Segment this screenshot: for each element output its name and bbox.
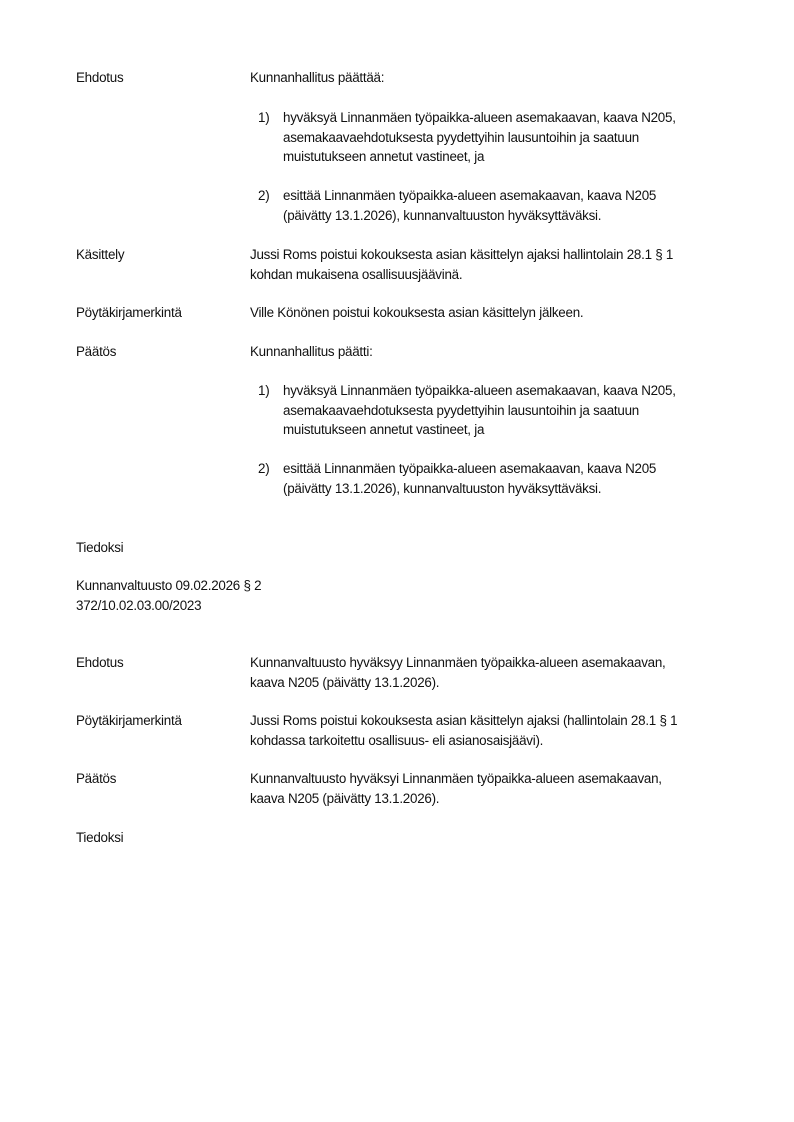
- list-item-line: muistutukseen annetut vastineet, ja: [283, 149, 485, 164]
- list-item-line: esittää Linnanmäen työpaikka-alueen asemakaavan, kaava N205: [283, 188, 657, 203]
- section-label-kasittely: Käsittely: [76, 247, 125, 262]
- list-item-line: asemakaavaehdotuksesta pyydettyihin lausuntoihin ja saatuun: [283, 402, 639, 418]
- list-number: 2): [258, 461, 270, 476]
- proposal-intro: Kunnanhallitus päättää:: [250, 70, 385, 85]
- decision-intro: Kunnanhallitus päätti:: [250, 344, 373, 359]
- section-text-line: Kunnanvaltuusto hyväksyy Linnanmäen työpaikka-alueen asemakaavan,: [250, 655, 666, 670]
- council-label-poytakirjamerkinta: Pöytäkirjamerkintä: [76, 713, 182, 728]
- list-item-line: asemakaavaehdotuksesta pyydettyihin lausuntoihin ja saatuun: [283, 129, 639, 145]
- list-item-line: muistutukseen annetut vastineet, ja: [283, 422, 485, 437]
- list-item-line: hyväksyä Linnanmäen työpaikka-alueen asemakaavan, kaava N205,: [283, 110, 676, 125]
- list-item-line: esittää Linnanmäen työpaikka-alueen asemakaavan, kaava N205: [283, 461, 657, 476]
- section-label-ehdotus: Ehdotus: [76, 70, 124, 85]
- section-text-line: Kunnanvaltuusto hyväksyi Linnanmäen työpaikka-alueen asemakaavan,: [250, 771, 662, 786]
- list-number: 2): [258, 188, 270, 203]
- section-text-line: Jussi Roms poistui kokouksesta asian käsittelyn ajaksi hallintolain 28.1 § 1: [250, 247, 674, 262]
- section-text-line: Ville Könönen poistui kokouksesta asian käsittelyn jälkeen.: [250, 305, 584, 320]
- section-text-line: kohdassa tarkoitettu osallisuus- eli asianosaisjäävi).: [250, 732, 544, 748]
- tiedoksi-heading: Tiedoksi: [76, 830, 124, 845]
- list-item-line: (päivätty 13.1.2026), kunnanvaltuuston hyväksyttäväksi.: [283, 207, 602, 223]
- tiedoksi-heading: Tiedoksi: [76, 540, 124, 555]
- section-text-line: kaava N205 (päivätty 13.1.2026).: [250, 790, 440, 806]
- list-number: 1): [258, 110, 270, 125]
- section-text-line: kaava N205 (päivätty 13.1.2026).: [250, 674, 440, 690]
- section-label-paatos: Päätös: [76, 344, 117, 359]
- section-text-line: Jussi Roms poistui kokouksesta asian käsittelyn ajaksi (hallintolain 28.1 § 1: [250, 713, 678, 728]
- record-id: 372/10.02.03.00/2023: [76, 597, 202, 613]
- list-number: 1): [258, 383, 270, 398]
- council-meeting-ref: Kunnanvaltuusto 09.02.2026 § 2: [76, 578, 262, 593]
- section-label-poytakirjamerkinta: Pöytäkirjamerkintä: [76, 305, 182, 320]
- council-label-ehdotus: Ehdotus: [76, 655, 124, 670]
- council-label-paatos: Päätös: [76, 771, 117, 786]
- section-text-line: kohdan mukaisena osallisuusjäävinä.: [250, 266, 463, 282]
- list-item-line: hyväksyä Linnanmäen työpaikka-alueen asemakaavan, kaava N205,: [283, 383, 676, 398]
- list-item-line: (päivätty 13.1.2026), kunnanvaltuuston hyväksyttäväksi.: [283, 480, 602, 496]
